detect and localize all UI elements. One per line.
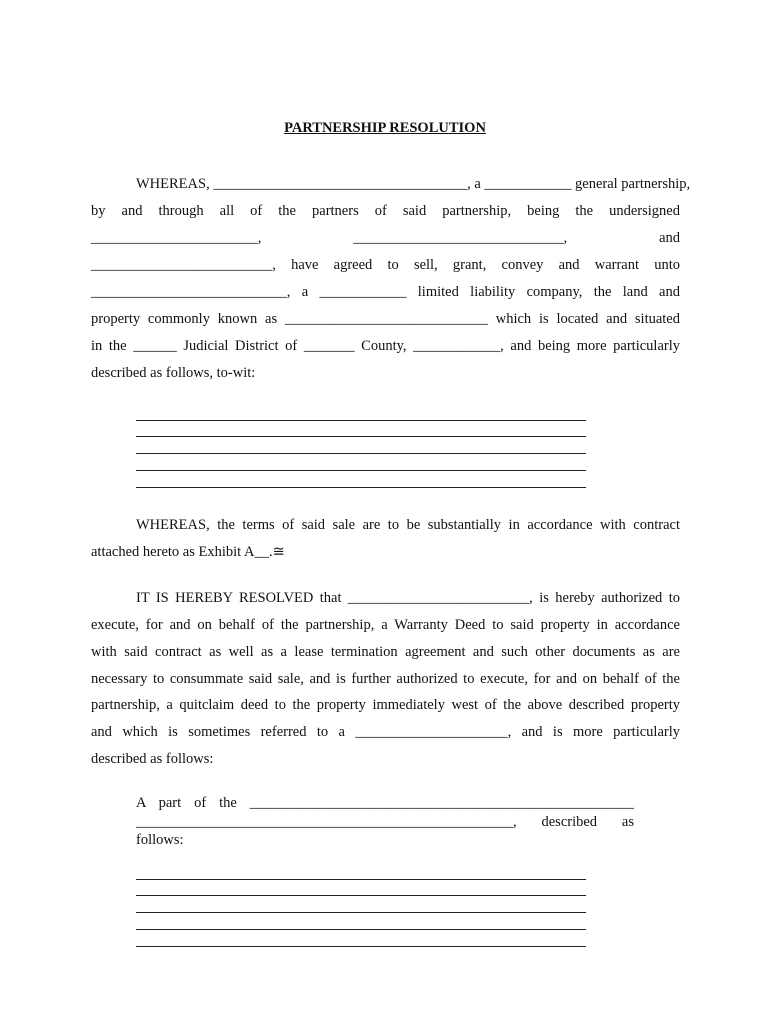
description-blank-line bbox=[136, 453, 586, 454]
description-blank-line bbox=[136, 487, 586, 488]
para3-line1: IT IS HEREBY RESOLVED that _________________________, is hereby authorized to bbox=[136, 590, 680, 606]
para1-line8: described as follows, to-wit: bbox=[91, 365, 256, 381]
document-title: PARTNERSHIP RESOLUTION bbox=[284, 120, 486, 136]
para1-line6: property commonly known as ____________________________ which is located and situated bbox=[91, 311, 680, 327]
para1-line1: WHEREAS, ___________________________________, a ____________ general partnership, bbox=[136, 176, 691, 192]
para3-line2: execute, for and on behalf of the partnership, a Warranty Deed to said property in accordance bbox=[91, 617, 680, 633]
para1-line2: by and through all of the partners of said partnership, being the undersigned bbox=[91, 203, 680, 219]
para4-line2: ____________________________________________________, described as bbox=[136, 814, 634, 830]
description-blank-line bbox=[136, 470, 586, 471]
para4-line1: A part of the _____________________________________________________ bbox=[136, 795, 634, 811]
para2-line1: WHEREAS, the terms of said sale are to be substantially in accordance with contract bbox=[136, 517, 680, 533]
description-blank-line bbox=[136, 420, 586, 421]
para2-line2: attached hereto as Exhibit A__.≅ bbox=[91, 544, 285, 560]
para1-line3: _______________________, _____________________________, and bbox=[91, 230, 680, 246]
description-blank-line bbox=[136, 879, 586, 880]
para3-line6: and which is sometimes referred to a _____________________, and is more particularly bbox=[91, 724, 680, 740]
description-blank-line bbox=[136, 946, 586, 947]
description-blank-line bbox=[136, 895, 586, 896]
description-blank-line bbox=[136, 912, 586, 913]
description-blank-line bbox=[136, 436, 586, 437]
para3-line3: with said contract as well as a lease termination agreement and such other documents as are bbox=[91, 644, 680, 660]
para1-line7: in the ______ Judicial District of _______ County, ____________, and being more particularly bbox=[91, 338, 680, 354]
description-blank-line bbox=[136, 929, 586, 930]
para3-line4: necessary to consummate said sale, and is further authorized to execute, for and on behalf of the bbox=[91, 671, 680, 687]
para1-line5: ___________________________, a ____________ limited liability company, the land and bbox=[91, 284, 680, 300]
para1-line4: _________________________, have agreed to sell, grant, convey and warrant unto bbox=[91, 257, 680, 273]
para3-line5: partnership, a quitclaim deed to the property immediately west of the above described property bbox=[91, 697, 680, 713]
para4-line3: follows: bbox=[136, 832, 184, 848]
para3-line7: described as follows: bbox=[91, 751, 214, 767]
